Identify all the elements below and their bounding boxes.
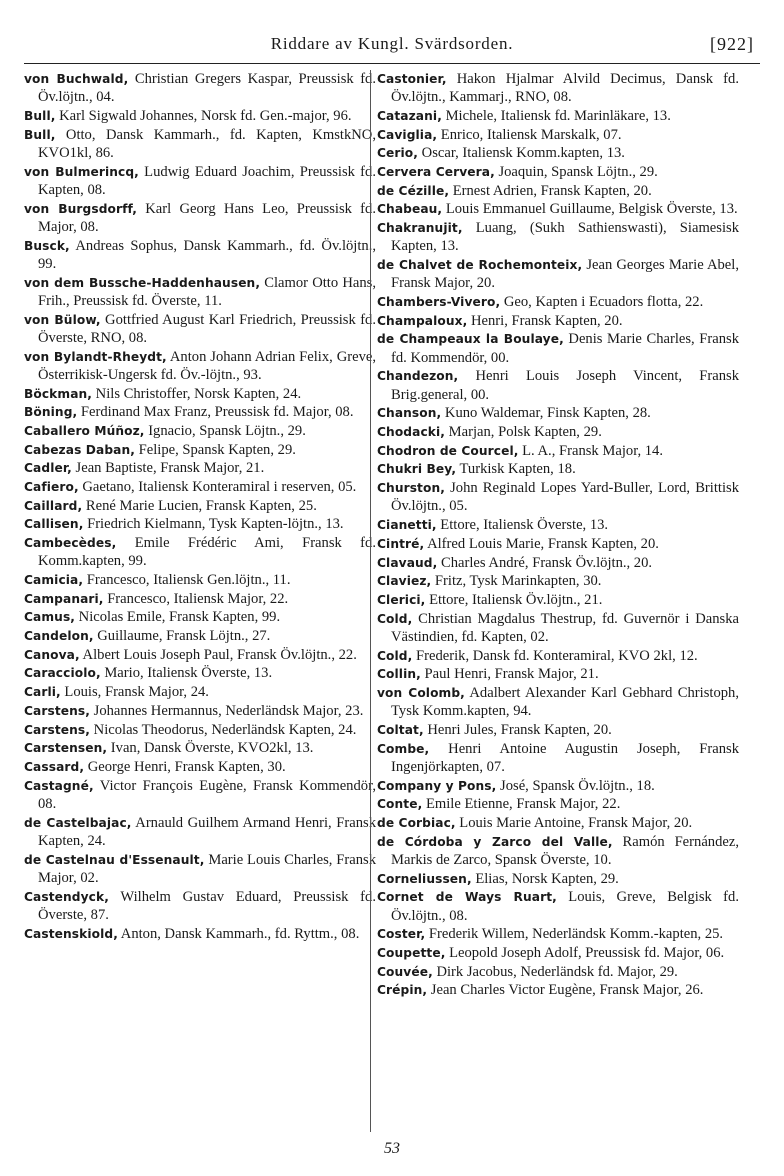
entry-name: Churston, xyxy=(377,481,445,496)
entry-details: Marie Louis Charles, Fransk Major, 02. xyxy=(38,851,377,886)
register-entry xyxy=(377,684,739,721)
entry-details: Henri, Fransk Kapten, 20. xyxy=(467,312,623,329)
register-entry xyxy=(377,182,739,200)
register-entry xyxy=(24,758,376,776)
entry-name: Castenskiold, xyxy=(24,926,118,941)
entry-name: Busck, xyxy=(24,238,70,253)
entry-details: Otto, Dansk Kammarh., fd. Kapten, KmstkNO, KVO1kl, 86. xyxy=(38,126,376,161)
entry-name: Castonier, xyxy=(377,72,447,86)
entry-name: de Córdoba y Zarco del Valle, xyxy=(377,834,613,849)
entry-details: Friedrich Kielmann, Tysk Kapten-löjtn., 13. xyxy=(83,516,344,533)
entry-details: Denis Marie Charles, Fransk fd. Kommendör, 00. xyxy=(391,331,739,366)
register-entry xyxy=(24,608,376,626)
entry-name: Caillard, xyxy=(24,498,83,513)
entry-name: Cafiero, xyxy=(24,480,79,494)
register-entry xyxy=(24,422,376,440)
register-entry xyxy=(24,497,376,515)
entry-name: Castagné, xyxy=(24,778,94,793)
register-entry xyxy=(24,590,376,608)
entry-details: Ludwig Eduard Joachim, Preussisk fd. Kapten, 08. xyxy=(38,163,376,198)
register-entry xyxy=(24,851,376,888)
entry-details: Michele, Italiensk fd. Marinläkare, 13. xyxy=(441,107,671,124)
register-entry xyxy=(377,107,739,125)
register-entry xyxy=(377,442,739,460)
entry-details: Ettore, Italiensk Överste, 13. xyxy=(436,517,609,534)
entry-name: Cold, xyxy=(377,648,413,663)
entry-details: Francesco, Italiensk Major, 22. xyxy=(103,590,289,607)
entry-details: Luang, (Sukh Sathienswasti), Siamesisk Kapten, 13. xyxy=(391,220,739,255)
entry-name: de Champeaux la Boulaye, xyxy=(377,332,564,347)
entry-details: Andreas Sophus, Dansk Kammarh., fd. Öv.löjtn., 99. xyxy=(38,237,376,272)
entry-details: Henri Antoine Augustin Joseph, Fransk Ingenjörkapten, 07. xyxy=(391,740,739,775)
entry-details: Frederik Willem, Nederländsk Komm.-kapten, 25. xyxy=(425,926,724,943)
entry-name: Cornet de Ways Ruart, xyxy=(377,890,557,905)
register-entry xyxy=(377,888,739,925)
entry-details: Geo, Kapten i Ecuadors flotta, 22. xyxy=(500,294,704,311)
entry-details: Emile Etienne, Fransk Major, 22. xyxy=(422,796,621,813)
register-entry xyxy=(24,721,376,739)
entry-name: Coster, xyxy=(377,927,426,942)
entry-name: Cerio, xyxy=(377,146,419,161)
entry-details: Henri Louis Joseph Vincent, Fransk Brig.general, 00. xyxy=(391,368,739,403)
entry-name: Carli, xyxy=(24,685,61,700)
entry-details: Enrico, Italiensk Marskalk, 07. xyxy=(437,126,622,143)
entry-name: von Buchwald, xyxy=(24,72,129,86)
register-entry xyxy=(24,459,376,477)
entry-details: Louis Marie Antoine, Fransk Major, 20. xyxy=(455,814,693,831)
register-entry xyxy=(377,777,739,795)
register-entry xyxy=(377,963,739,981)
register-entry xyxy=(377,256,739,293)
register-entry xyxy=(24,126,376,163)
entry-name: Bull, xyxy=(24,108,56,123)
column-divider xyxy=(370,70,371,1132)
entry-name: Canova, xyxy=(24,647,80,662)
entry-details: Anton, Dansk Kammarh., fd. Ryttm., 08. xyxy=(117,925,360,942)
right-column xyxy=(377,70,739,1000)
entry-details: Christian Gregers Kaspar, Preussisk fd. Öv.löjtn., 04. xyxy=(38,71,377,106)
entry-name: von Bülow, xyxy=(24,312,101,327)
entry-details: L. A., Fransk Major, 14. xyxy=(518,442,664,459)
entry-name: Chanson, xyxy=(377,406,442,421)
entry-details: Henri Jules, Fransk Kapten, 20. xyxy=(423,721,612,738)
entry-name: Camus, xyxy=(24,610,76,625)
entry-details: Ferdinand Max Franz, Preussisk fd. Major, 08. xyxy=(77,404,354,421)
entry-name: Campanari, xyxy=(24,591,104,606)
entry-name: Crépin, xyxy=(377,983,428,998)
register-entry xyxy=(24,385,376,403)
entry-name: Cadler, xyxy=(24,461,72,476)
register-entry xyxy=(24,739,376,757)
entry-name: Chukri Bey, xyxy=(377,462,457,477)
running-title: Riddare av Kungl. Svärdsorden. xyxy=(270,34,514,53)
entry-details: Louis Emmanuel Guillaume, Belgisk Överste, 13. xyxy=(442,201,738,218)
register-entry xyxy=(377,312,739,330)
entry-details: John Reginald Lopes Yard-Buller, Lord, Brittisk Öv.löjtn., 05. xyxy=(391,480,739,515)
register-entry xyxy=(24,403,376,421)
entry-name: Böning, xyxy=(24,405,78,420)
register-entry xyxy=(377,795,739,813)
entry-name: Caracciolo, xyxy=(24,666,101,681)
entry-name: Chandezon, xyxy=(377,369,459,384)
entry-name: Cintré, xyxy=(377,536,425,551)
entry-details: Marjan, Polsk Kapten, 29. xyxy=(444,424,602,441)
entry-details: Christian Magdalus Thestrup, fd. Guvernör i Danska Västindien, fd. Kapten, 02. xyxy=(391,610,739,645)
entry-name: Caviglia, xyxy=(377,127,438,142)
entry-details: Leopold Joseph Adolf, Preussisk fd. Major, 06. xyxy=(445,945,725,962)
entry-name: Caballero Múñoz, xyxy=(24,423,145,438)
register-entry xyxy=(24,107,376,125)
entry-name: Cassard, xyxy=(24,759,85,774)
entry-name: Corneliussen, xyxy=(377,871,472,886)
entry-name: Conte, xyxy=(377,797,423,812)
entry-name: von Burgsdorff, xyxy=(24,201,137,216)
entry-details: Mario, Italiensk Överste, 13. xyxy=(100,665,273,682)
register-entry xyxy=(377,479,739,516)
register-entry xyxy=(377,70,739,107)
register-entry xyxy=(377,516,739,534)
register-entry xyxy=(377,870,739,888)
entry-name: Cambecèdes, xyxy=(24,536,117,551)
entry-details: Ernest Adrien, Fransk Kapten, 20. xyxy=(449,182,652,199)
entry-details: Ettore, Italiensk Öv.löjtn., 21. xyxy=(425,591,603,608)
entry-details: Nicolas Theodorus, Nederländsk Kapten, 24. xyxy=(90,721,357,738)
entry-details: Gaetano, Italiensk Konteramiral i reserven, 05. xyxy=(78,479,357,495)
register-entry xyxy=(377,200,739,218)
entry-details: Joaquin, Spansk Löjtn., 29. xyxy=(494,164,658,181)
register-entry xyxy=(24,925,376,943)
entry-name: Chabeau, xyxy=(377,202,443,217)
entry-details: Louis, Fransk Major, 24. xyxy=(60,684,209,701)
entry-details: Nils Christoffer, Norsk Kapten, 24. xyxy=(92,385,302,402)
register-entry xyxy=(24,664,376,682)
register-entry xyxy=(377,219,739,256)
register-entry xyxy=(377,740,739,777)
entry-details: Felipe, Spansk Kapten, 29. xyxy=(134,441,296,458)
entry-name: Carstens, xyxy=(24,703,90,718)
entry-name: Chambers-Vivero, xyxy=(377,295,501,310)
register-entry xyxy=(24,70,376,107)
entry-details: Albert Louis Joseph Paul, Fransk Öv.löjtn., 22. xyxy=(79,646,357,663)
entry-name: de Cézille, xyxy=(377,183,450,198)
entry-name: Castendyck, xyxy=(24,889,109,904)
entry-name: Cabezas Daban, xyxy=(24,442,135,457)
entry-details: Gottfried August Karl Friedrich, Preussisk fd. Överste, RNO, 08. xyxy=(38,311,376,346)
entry-details: Paul Henri, Fransk Major, 21. xyxy=(420,666,599,683)
register-entry xyxy=(377,572,739,590)
register-entry xyxy=(377,925,739,943)
register-entry xyxy=(24,237,376,274)
register-entry xyxy=(377,293,739,311)
entry-name: von Colomb, xyxy=(377,685,465,700)
register-entry xyxy=(24,200,376,237)
entry-details: Karl Sigwald Johannes, Norsk fd. Gen.-major, 96. xyxy=(55,107,352,124)
entry-details: Francesco, Italiensk Gen.löjtn., 11. xyxy=(83,572,291,589)
register-entry xyxy=(377,535,739,553)
register-entry xyxy=(24,441,376,459)
entry-name: Callisen, xyxy=(24,517,84,532)
register-entry xyxy=(24,534,376,571)
signature-marker: 53 xyxy=(384,1140,400,1157)
entry-name: Company y Pons, xyxy=(377,778,497,793)
entry-name: Clerici, xyxy=(377,592,426,607)
register-entry xyxy=(24,348,376,385)
entry-details: Dirk Jacobus, Nederländsk fd. Major, 29. xyxy=(432,963,678,980)
register-entry xyxy=(377,721,739,739)
entry-name: Chodacki, xyxy=(377,425,445,440)
register-entry xyxy=(377,126,739,144)
register-entry xyxy=(24,515,376,533)
entry-name: de Corbiac, xyxy=(377,815,456,830)
register-entry xyxy=(377,404,739,422)
entry-name: Couvée, xyxy=(377,964,433,979)
entry-details: Anton Johann Adrian Felix, Greve, Österrikisk-Ungersk fd. Öv.-löjtn., 93. xyxy=(38,348,377,383)
entry-details: Adalbert Alexander Karl Gebhard Christoph, Tysk Komm.kapten, 94. xyxy=(391,684,739,720)
register-entry xyxy=(24,646,376,664)
register-entry xyxy=(24,478,376,496)
entry-name: Champaloux, xyxy=(377,313,468,328)
register-entry xyxy=(377,665,739,683)
register-entry xyxy=(24,888,376,925)
register-entry xyxy=(377,460,739,478)
entry-details: Emile Frédéric Ami, Fransk fd. Komm.kapten, 99. xyxy=(38,535,376,570)
register-entry xyxy=(377,833,739,870)
entry-name: Camicia, xyxy=(24,573,84,588)
register-entry xyxy=(24,627,376,645)
entry-details: Jean Baptiste, Fransk Major, 21. xyxy=(71,460,265,477)
entry-name: Bull, xyxy=(24,127,56,142)
entry-name: de Castelnau d'Essenault, xyxy=(24,852,205,867)
entry-name: von dem Bussche-Haddenhausen, xyxy=(24,275,261,290)
register-entry xyxy=(377,981,739,999)
entry-details: Frederik, Dansk fd. Konteramiral, KVO 2kl, 12. xyxy=(412,647,698,664)
register-entry xyxy=(377,610,739,647)
entry-name: Carstensen, xyxy=(24,741,108,756)
entry-name: von Bulmerincq, xyxy=(24,164,139,179)
register-entry xyxy=(377,591,739,609)
entry-details: Hakon Hjalmar Alvild Decimus, Dansk fd. Öv.löjtn., Kammarj., RNO, 08. xyxy=(391,71,739,106)
register-entry xyxy=(24,571,376,589)
entry-name: Böckman, xyxy=(24,386,93,401)
register-entry xyxy=(24,777,376,814)
register-entry xyxy=(377,814,739,832)
entry-name: Chakranujit, xyxy=(377,221,463,236)
register-entry xyxy=(24,814,376,851)
entry-name: Collin, xyxy=(377,667,421,682)
entry-name: von Bylandt-Rheydt, xyxy=(24,349,167,364)
entry-details: Clamor Otto Hans, Frih., Preussisk fd. Överste, 11. xyxy=(38,274,376,309)
register-entry xyxy=(24,274,376,311)
register-entry xyxy=(377,330,739,367)
entry-name: de Castelbajac, xyxy=(24,815,132,830)
entry-details: René Marie Lucien, Fransk Kapten, 25. xyxy=(82,497,317,514)
entry-details: Turkisk Kapten, 18. xyxy=(456,461,576,478)
page-number: [922] xyxy=(710,34,754,54)
entry-name: Coltat, xyxy=(377,722,424,737)
entry-name: Coupette, xyxy=(377,946,446,961)
entry-details: Elias, Norsk Kapten, 29. xyxy=(471,870,619,887)
left-column xyxy=(24,70,376,943)
entry-name: Catazani, xyxy=(377,108,442,123)
entry-details: José, Spansk Öv.löjtn., 18. xyxy=(496,777,655,794)
entry-details: Charles André, Fransk Öv.löjtn., 20. xyxy=(437,554,653,571)
entry-name: Clavaud, xyxy=(377,555,438,570)
register-entry xyxy=(24,683,376,701)
entry-details: Ivan, Dansk Överste, KVO2kl, 13. xyxy=(107,740,314,757)
entry-name: Cold, xyxy=(377,611,413,626)
page-header xyxy=(24,34,760,62)
register-entry xyxy=(377,944,739,962)
register-entry xyxy=(24,163,376,200)
entry-name: Chodron de Courcel, xyxy=(377,443,519,458)
entry-details: Wilhelm Gustav Eduard, Preussisk fd. Överste, 87. xyxy=(38,888,376,923)
entry-details: Nicolas Emile, Fransk Kapten, 99. xyxy=(75,609,281,626)
entry-details: Kuno Waldemar, Finsk Kapten, 28. xyxy=(441,405,651,422)
entry-details: Arnauld Guilhem Armand Henri, Fransk Kapten, 24. xyxy=(38,814,376,849)
entry-details: Johannes Hermannus, Nederländsk Major, 23. xyxy=(90,702,364,719)
entry-details: Oscar, Italiensk Komm.kapten, 13. xyxy=(418,145,625,162)
entry-name: Combe, xyxy=(377,741,430,756)
register-entry xyxy=(377,554,739,572)
register-entry xyxy=(377,144,739,162)
register-entry xyxy=(24,702,376,720)
register-entry xyxy=(377,647,739,665)
entry-name: de Chalvet de Rochemonteix, xyxy=(377,258,583,273)
header-rule xyxy=(24,63,760,64)
entry-details: Victor François Eugène, Fransk Kommendör, 08. xyxy=(38,777,376,812)
entry-details: Jean Georges Marie Abel, Fransk Major, 20. xyxy=(391,257,739,292)
register-entry xyxy=(24,311,376,348)
register-entry xyxy=(377,367,739,404)
entry-details: Ignacio, Spansk Löjtn., 29. xyxy=(144,422,306,439)
entry-details: Fritz, Tysk Marinkapten, 30. xyxy=(431,573,602,590)
entry-details: Ramón Fernández, Markis de Zarco, Spansk Överste, 10. xyxy=(391,833,739,868)
register-entry xyxy=(377,423,739,441)
entry-details: Louis, Greve, Belgisk fd. Öv.löjtn., 08. xyxy=(391,889,739,924)
entry-name: Claviez, xyxy=(377,574,432,589)
entry-details: George Henri, Fransk Kapten, 30. xyxy=(84,758,286,775)
entry-details: Alfred Louis Marie, Fransk Kapten, 20. xyxy=(424,535,659,552)
entry-name: Cervera Cervera, xyxy=(377,165,495,180)
entry-name: Cianetti, xyxy=(377,518,437,533)
entry-name: Carstens, xyxy=(24,722,90,737)
entry-details: Guillaume, Fransk Löjtn., 27. xyxy=(93,628,271,645)
entry-name: Candelon, xyxy=(24,629,94,644)
entry-details: Jean Charles Victor Eugène, Fransk Major, 26. xyxy=(427,982,704,999)
register-entry xyxy=(377,163,739,181)
entry-details: Karl Georg Hans Leo, Preussisk fd. Major, 08. xyxy=(38,200,376,235)
